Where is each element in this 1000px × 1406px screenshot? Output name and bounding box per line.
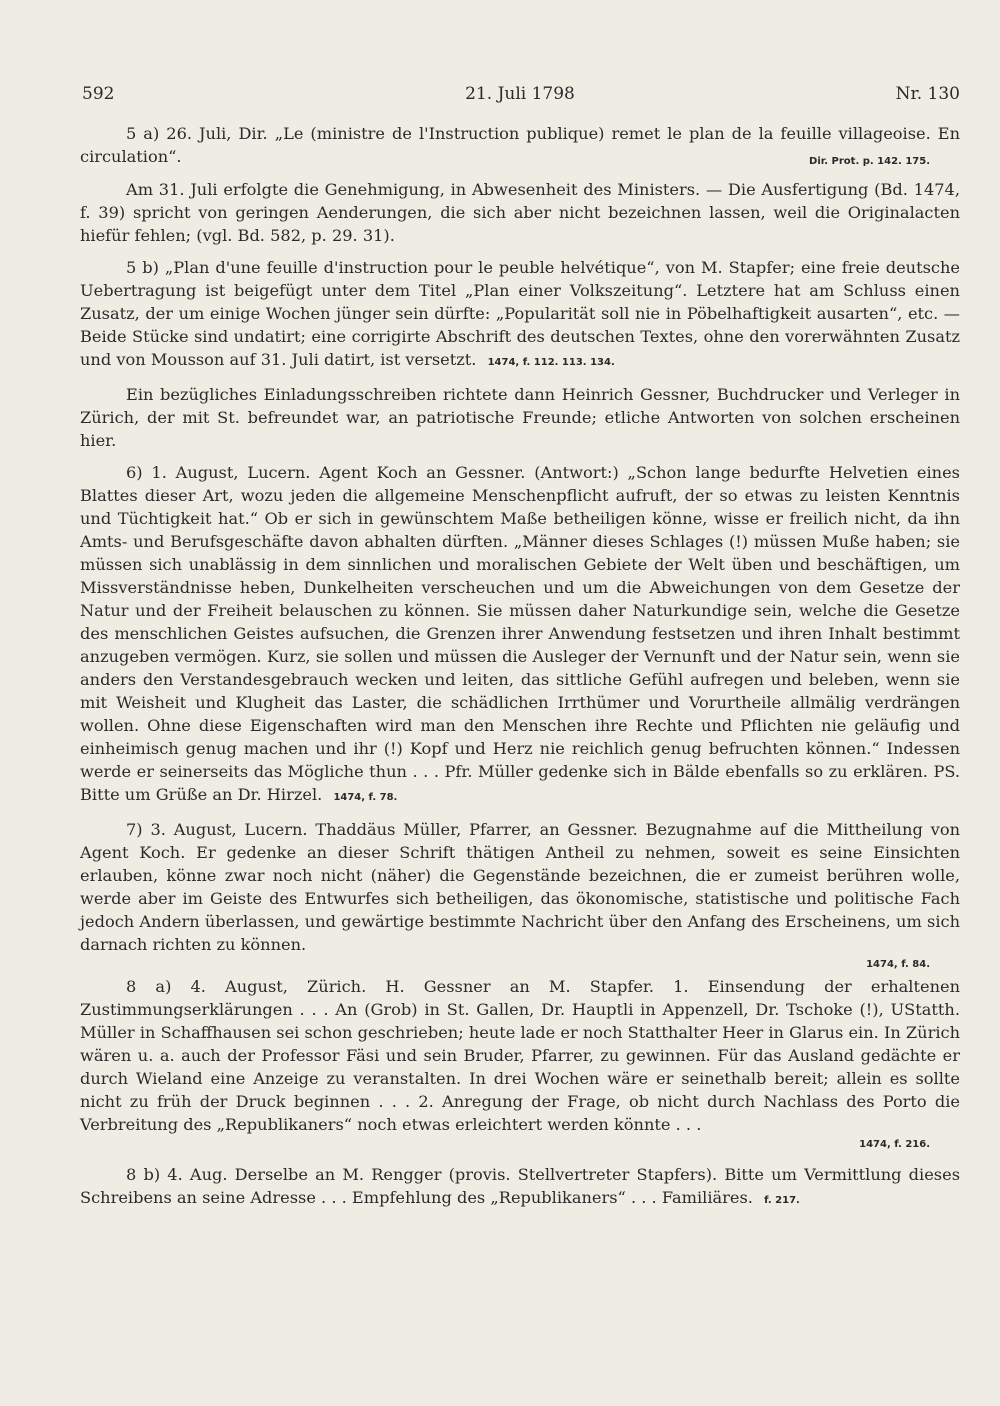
note-approval-text: Am 31. Juli erfolgte die Genehmigung, in Abwesenheit des Ministers. — Die Ausfertigung (Bd. 1474, f. 39) spricht von geringen Aenderungen, die sich aber nicht bezeichnen lassen, weil die Originalacten hiefür fehlen; (vgl. Bd. 582, p. 29. 31). [80,180,960,245]
entry-5a [80,122,960,168]
document-page [80,84,960,1212]
entry-5b-text: 5 b) „Plan d'une feuille d'instruction pour le peuble helvétique“, von M. Stapfer; eine freie deutsche Uebertragung ist beigefügt unter dem Titel „Plan einer Volkszeitung“. Letztere hat am Schluss einen Zusatz, der um einige Wochen jünger sein dürfte: „Popularität soll nie in Pöbelhaftigkeit ausarten“, etc. — Beide Stücke sind undatirt; eine corrigirte Abschrift des deutschen Textes, ohne den vorerwähnten Zusatz und von Mousson auf 31. Juli datirt, ist versetzt. [80,258,960,369]
note-invitation-text: Ein bezügliches Einladungsschreiben richtete dann Heinrich Gessner, Buchdrucker und Verleger in Zürich, der mit St. befreundet war, an patriotische Freunde; etliche Antworten von solchen erscheinen hier. [80,385,960,450]
page-header [80,84,960,116]
entry-6-reference: 1474, f. 78. [333,792,398,803]
entry-8a [80,975,960,1136]
entry-5a-text: 5 a) 26. Juli, Dir. „Le (ministre de l'Instruction publique) remet le plan de la feuille villageoise. En circulation“. [80,124,960,166]
entry-7 [80,818,960,956]
entry-5b-reference: 1474, f. 112. 113. 134. [487,357,615,368]
entry-8a-reference: 1474, f. 216. [859,1139,930,1150]
entry-8b [80,1163,960,1212]
entry-8b-reference: f. 217. [764,1195,800,1206]
entry-6 [80,461,960,809]
entry-8b-text: 8 b) 4. Aug. Derselbe an M. Rengger (provis. Stellvertreter Stapfers). Bitte um Vermittlung dieses Schreibens an seine Adresse . . . Empfehlung des „Republikaners“ . . . Familiäres. [80,1165,960,1207]
page-number: 592 [82,84,115,104]
document-number: Nr. 130 [895,84,960,104]
header-date: 21. Juli 1798 [465,84,575,104]
entry-6-text: 6) 1. August, Lucern. Agent Koch an Gessner. (Antwort:) „Schon lange bedurfte Helvetien eines Blattes dieser Art, wozu jeden die allgemeine Menschenpflicht aufruft, der so etwas zu leisten Kenntnis und Tüchtigkeit hat.“ Ob er sich in gewünschtem Maße betheiligen könne, wisse er freilich nicht, da ihn Amts- und Berufsgeschäfte davon abhalten dürften. „Männer dieses Schlages (!) müssen Muße haben; sie müssen sich unablässig in dem sinnlichen und moralischen Gebiete der Welt üben und beschäftigen, um Missverständnisse heben, Dunkelheiten verscheuchen und um die Abweichungen von dem Gesetze der Natur und der Freiheit belauschen zu können. Sie müssen daher Naturkundige sein, welche die Gesetze des menschlichen Geistes aufsuchen, die Grenzen ihrer Anwendung festsetzen und ihren Inhalt bestimmt anzugeben vermögen. Kurz, sie sollen und müssen die Ausleger der Vernunft und der Natur sein, wenn sie anders den Verstandesgebrauch wecken und leiten, das sittliche Gefühl aufregen und beleben, wenn sie mit Weisheit und Klugheit das Laster, die schädlichen Irrthümer und Vorurtheile allmälig verdrängen wollen. Ohne diese Eigenschaften wird man den Menschen ihre Rechte und Pflichten nie geläufig und einheimisch genug machen und ihr (!) Kopf und Herz nie reichlich genug befruchten können.“ Indessen werde er seinerseits das Mögliche thun . . . Pfr. Müller gedenke sich in Bälde ebenfalls so zu erklären. PS. Bitte um Grüße an Dr. Hirzel. [80,463,960,804]
note-approval [80,178,960,247]
entry-5a-reference: Dir. Prot. p. 142. 175. [809,156,930,167]
entry-8a-text: 8 a) 4. August, Zürich. H. Gessner an M. Stapfer. 1. Einsendung der erhaltenen Zustimmungserklärungen . . . An (Grob) in St. Gallen, Dr. Hauptli in Appenzell, Dr. Tschoke (!), UStatth. Müller in Schaffhausen sei schon geschrieben; heute lade er noch Statthalter Heer in Glarus ein. In Zürich wären u. a. auch der Professor Fäsi und sein Bruder, Pfarrer, zu gewinnen. Für das Ausland gedächte er durch Wieland eine Anzeige zu veranstalten. In drei Wochen wäre er seinethalb bereit; allein es sollte nicht zu früh der Druck beginnen . . . 2. Anregung der Frage, ob nicht durch Nachlass des Porto die Verbreitung des „Republikaners“ noch etwas erleichtert werden könnte . . . [80,977,960,1134]
note-invitation [80,383,960,452]
entry-5b [80,256,960,374]
entry-7-text: 7) 3. August, Lucern. Thaddäus Müller, Pfarrer, an Gessner. Bezugnahme auf die Mittheilung von Agent Koch. Er gedenke an dieser Schrift thätigen Antheil zu nehmen, soweit es seine Einsichten erlauben, könne zwar noch nicht (näher) die Gegenstände bezeichnen, die er zumeist berühren wolle, werde aber im Geiste des Entwurfes sich betheiligen, das ökonomische, statistische und politische Fach jedoch Andern überlassen, und gewärtige bestimmte Nachricht über den Anfang des Erscheinens, um sich darnach richten zu können. [80,820,960,954]
entry-7-reference: 1474, f. 84. [866,959,930,970]
